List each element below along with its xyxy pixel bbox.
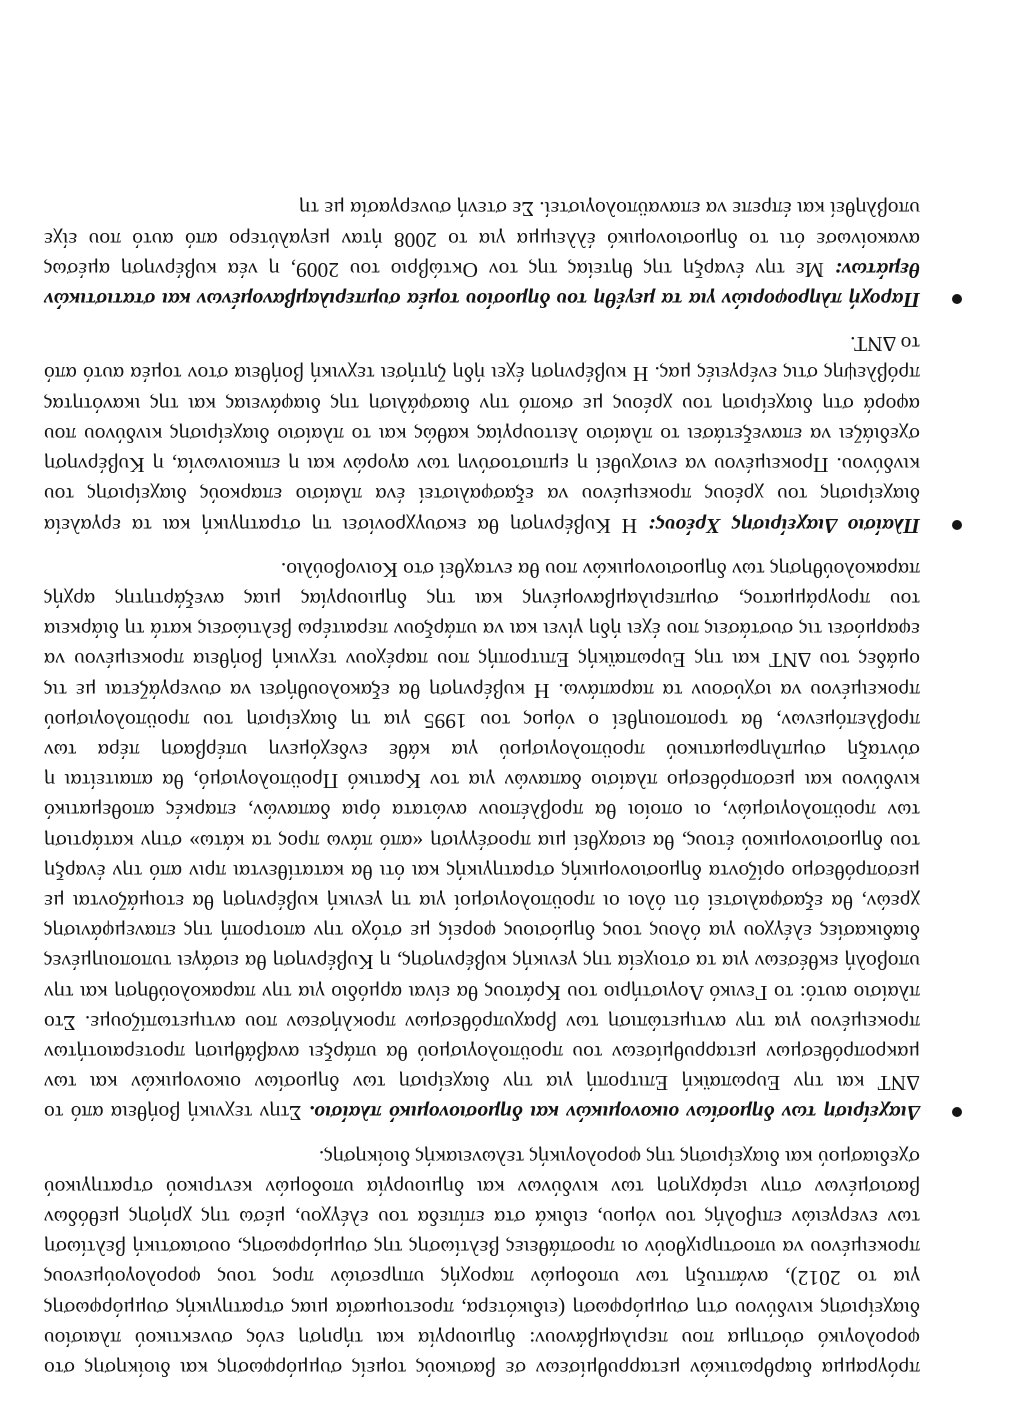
bullet-text: Στην τεχνική βοήθεια από το ΔΝΤ και την Ευρωπαϊκή Επιτροπή για την διαχείριση των δημοσίων οικονομικών και των μακροπρόθεσμων μεταρρυθμίσεων του προϋπολογισμού θα υπάρξει αναβάθμιση προτεραιοτήτων προκειμένου για την αντιμετώπιση των βραχυπρόθεσμων προκλήσεων που αντιμετωπίζουμε. Στο πλαίσιο αυτό: το Γενικό Λογιστήριο του Κράτους θα είναι αρμόδιο για την παρακολούθηση και την υποβολή εκθέσεων για τα στοιχεία της γενικής κυβέρνησης, η Κυβέρνηση θα εισάγει τυποποιημένες διαδικασίες ελέγχου για όλους τους δημόσιους φορείς με στόχο την αποτροπή της επανεμφάνισης χρεών, θα εξασφαλιστεί ότι όλοι οι προϋπολογισμοί για τη γενική κυβέρνηση θα ετοιμάζονται με μεσοπρόθεσμο ορίζοντα δημοσιονομικής στρατηγικής και ότι θα κατατίθενται πριν από την έναρξη του δημοσιονομικού έτους, θα εισαχθεί μια προσέγγιση «από πάνω προς τα κάτω» στην κατάρτιση των προϋπολογισμών, οι οποίοι θα προβλέπουν ανώτατα όρια δαπανών, επαρκές αποθεματικό κινδύνου και μεσοπρόθεσμο πλαίσιο δαπανών για τον Κρατικό Προϋπολογισμό, θα απαιτείται η σύνταξη συμπληρωματικού προϋπολογισμού για κάθε ενδεχόμενη υπέρβαση πέρα των προβλεπόμενων, θα τροποποιηθεί ο νόμος του 1995 για τη διαχείριση του προϋπολογισμού προκειμένου να ισχύσουν τα παραπάνω. Η κυβέρνηση θα εξακολουθήσει να συνεργάζεται με τις ομάδες του ΔΝΤ και της Ευρωπαϊκής Επιτροπής που παρέχουν τεχνική βοήθεια προκειμένου να εφαρμόσει τις συστάσεις που έχει ήδη γίνει και να υπάρξουν περαιτέρω βελτιώσεις κατά τη διάρκεια του προγράμματος, συμπεριλαμβανομένης και της δημιουργίας μιας ανεξάρτητης αρχής παρακολούθησης των δημοσιονομικών που θα ενταχθεί στο Κοινοβούλιο.	[44, 557, 920, 1126]
bullet-item-statistics	[44, 194, 984, 315]
bullet-text: Η Κυβέρνηση θα εκσυγχρονίσει τη στρατηγική και τα εργαλεία διαχείρισης του χρέους προκειμένου να εξασφαλιστεί ένα πλαίσιο επαρκούς διαχείρισης του κινδύνου. Προκειμένου να ενισχυθεί η εμπιστοσύνη των αγορών και η επικοινωνία, η Κυβέρνηση σχεδιάζει να επανεξετάσει το πλαίσιο λειτουργίας καθώς και το πλαίσιο διαχείρισης κινδύνου που αφορά στη διαχείριση του χρέους με σκοπό την διασφάλιση της διαφάνειας και της ικανότητας πρόβλεψης στις ενέργειές μας. Η κυβέρνηση έχει ήδη ζητήσει τεχνική βοήθεια στον τομέα αυτό από το ΔΝΤ.	[44, 332, 920, 538]
bullet-icon	[952, 520, 962, 530]
bullet-icon	[952, 1107, 962, 1117]
bullet-title: Πλαίσιο Διαχείρισης Χρέους:	[637, 513, 920, 538]
bullet-item-debt-management	[44, 329, 984, 540]
intro-paragraph: πρόγραμμα διαρθρωτικών μεταρρυθμίσεων σε βασικούς τομείς συμμόρφωσης και διοίκησης στο φορολογικό σύστημα που περιλαμβάνουν: δημιουργία και τήρηση ενός συνεκτικού πλαισίου διαχείρισης κινδύνου στη συμμόρφωση (ειδικότερα, προετοιμασία μιας στρατηγικής συμμόρφωσης για το 2012), ανάπτυξη των υποδομών παροχής υπηρεσιών προς τους φορολογούμενους προκειμένου να υποστηριχθούν οι προσπάθειες βελτίωσης της συμμόρφωσης, ουσιαστική βελτίωση των ενεργειών επιβολής του νόμου, ειδικά στα επίπεδα του ελέγχου, μέσω της χρήσης μεθόδων βασισμένων στην ιεράρχηση των κινδύνων και δημιουργία υποδομών κεντρικού στρατηγικού σχεδιασμού και διαχείρισης της φορολογικής τελωνειακής διοίκησης.	[44, 1145, 920, 1381]
bullet-title: Διαχείριση των δημοσίων οικονομικών και δημοσιονομικό πλαίσιο.	[301, 1101, 920, 1126]
bullet-item-public-finance	[44, 555, 984, 1129]
bullet-title: Παροχή πληροφοριών για τα μεγέθη του δημοσίου τομέα συμπεριλαμβανομένων και στατιστικών θεμάτων:	[44, 257, 920, 313]
bullet-icon	[952, 294, 962, 304]
bullet-text: Με την έναρξη της θητείας της τον Οκτώβριο του 2009, η νέα κυβέρνηση αμέσως ανακοίνωσε ότι το δημοσιονομικό έλλειμμα για το 2008 ήταν μεγαλύτερο από αυτό που είχε υποβληθεί και έπρεπε να επαναϋπολογιστεί. Σε στενή συνεργασία με τη	[44, 197, 920, 282]
